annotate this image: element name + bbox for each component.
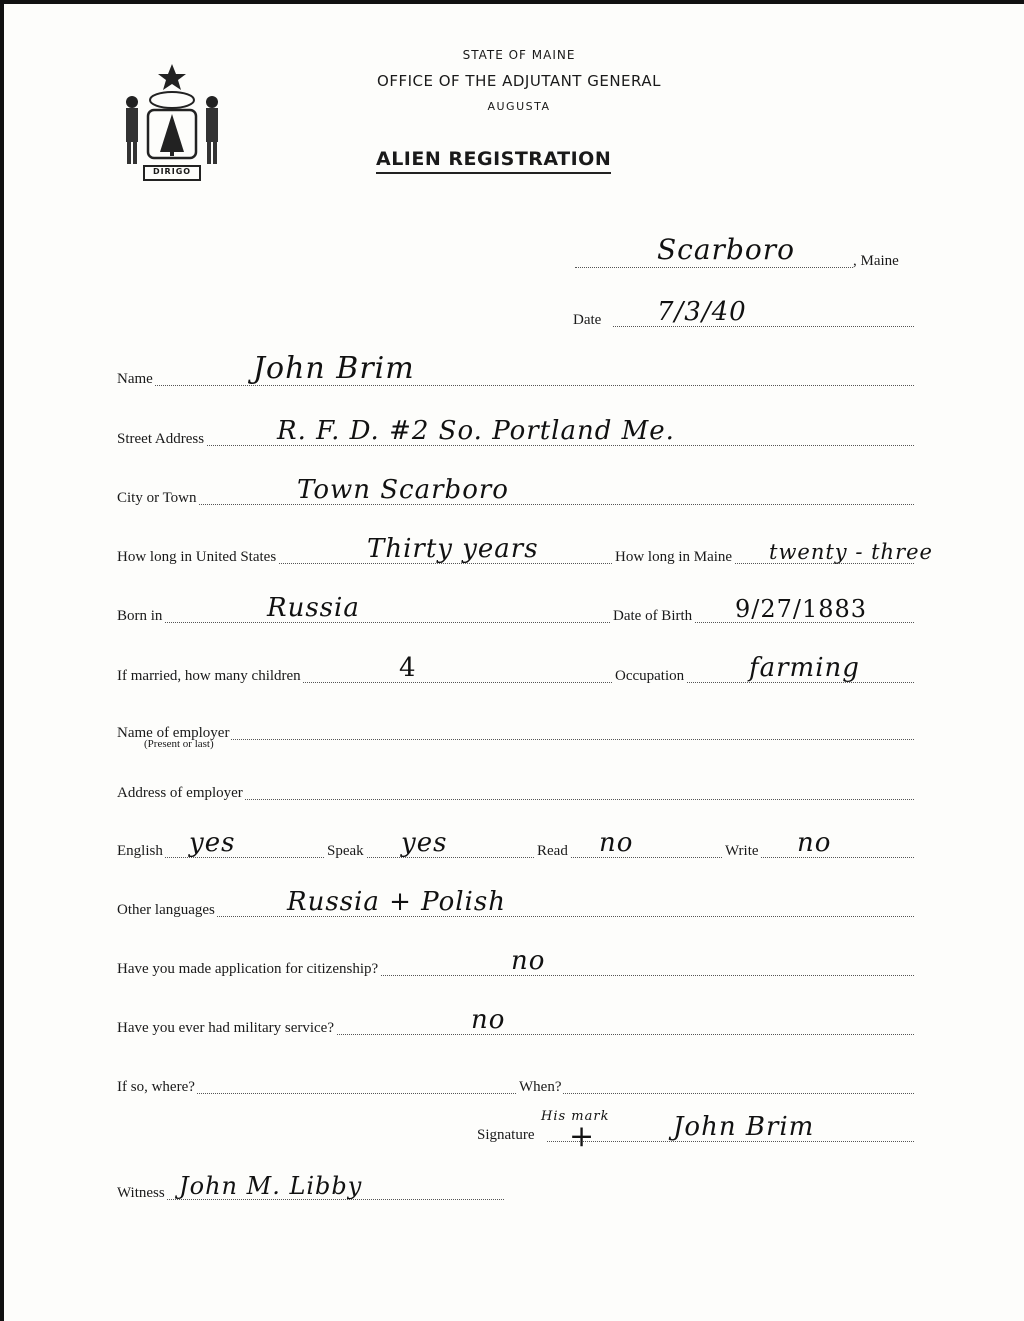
- speak-label: Speak: [327, 843, 364, 859]
- where-label: If so, where?: [117, 1079, 195, 1095]
- when-label: When?: [519, 1079, 562, 1095]
- military-value[interactable]: no: [471, 1005, 506, 1035]
- witness-value[interactable]: John M. Libby: [179, 1172, 363, 1200]
- occupation-label: Occupation: [615, 668, 685, 684]
- form-title: ALIEN REGISTRATION: [376, 148, 611, 174]
- read-label: Read: [537, 843, 568, 859]
- maine-time-value[interactable]: twenty - three: [769, 540, 933, 564]
- street-label: Street Address: [117, 431, 205, 447]
- english-value[interactable]: yes: [189, 828, 236, 858]
- place-value[interactable]: Scarboro: [657, 233, 795, 266]
- citizenship-label: Have you made application for citizenship?: [117, 961, 379, 977]
- signature-label: Signature: [477, 1127, 535, 1143]
- city-row: [117, 469, 914, 509]
- signature-note: His mark: [541, 1109, 610, 1124]
- born-value[interactable]: Russia: [267, 593, 360, 623]
- signature-row: [117, 1106, 914, 1154]
- office-heading: OFFICE OF THE ADJUTANT GENERAL: [377, 72, 661, 90]
- write-label: Write: [725, 843, 759, 859]
- date-label: Date: [573, 312, 602, 328]
- street-value[interactable]: R. F. D. #2 So. Portland Me.: [277, 416, 675, 446]
- city-label: City or Town: [117, 490, 197, 506]
- street-row: [117, 410, 914, 450]
- employer-address-label: Address of employer: [117, 785, 243, 801]
- languages-value[interactable]: Russia + Polish: [287, 887, 506, 917]
- city-heading: AUGUSTA: [487, 100, 551, 113]
- citizenship-row: [117, 940, 914, 980]
- us-time-label: How long in United States: [117, 549, 277, 565]
- employer-row: [117, 706, 914, 746]
- signature-mark[interactable]: +: [569, 1119, 596, 1154]
- languages-label: Other languages: [117, 902, 215, 918]
- place-row: [117, 232, 914, 272]
- occupation-value[interactable]: farming: [749, 653, 860, 683]
- english-row: [117, 822, 914, 862]
- date-value[interactable]: 7/3/40: [657, 297, 747, 327]
- signature-value[interactable]: John Brim: [673, 1112, 815, 1142]
- where-when-row: [117, 1058, 914, 1098]
- born-label: Born in: [117, 608, 163, 624]
- children-value[interactable]: 4: [399, 653, 417, 683]
- name-row: [117, 350, 914, 390]
- name-label: Name: [117, 371, 153, 387]
- military-row: [117, 999, 914, 1039]
- place-suffix: , Maine: [853, 253, 899, 269]
- employer-label: Name of employer: [117, 725, 230, 741]
- seal-motto: DIRIGO: [152, 167, 192, 176]
- write-value[interactable]: no: [797, 828, 832, 858]
- dob-value[interactable]: 9/27/1883: [735, 595, 868, 623]
- military-label: Have you ever had military service?: [117, 1020, 334, 1036]
- city-value[interactable]: Town Scarboro: [297, 475, 509, 505]
- children-label: If married, how many children: [117, 668, 301, 684]
- date-row: [117, 291, 914, 331]
- languages-row: [117, 881, 914, 921]
- employer-sublabel: (Present or last): [144, 738, 214, 750]
- read-value[interactable]: no: [599, 828, 634, 858]
- residence-row: [117, 528, 933, 568]
- employer-address-row: [117, 764, 914, 804]
- english-label: English: [117, 843, 163, 859]
- children-row: [117, 647, 914, 687]
- speak-value[interactable]: yes: [401, 828, 448, 858]
- maine-time-label: How long in Maine: [615, 549, 733, 565]
- name-value[interactable]: John Brim: [253, 351, 415, 386]
- witness-row: [117, 1164, 504, 1204]
- us-time-value[interactable]: Thirty years: [367, 534, 539, 564]
- witness-label: Witness: [117, 1185, 165, 1201]
- dob-label: Date of Birth: [613, 608, 693, 624]
- citizenship-value[interactable]: no: [511, 946, 546, 976]
- state-heading: STATE OF MAINE: [462, 48, 576, 62]
- birth-row: [117, 587, 914, 627]
